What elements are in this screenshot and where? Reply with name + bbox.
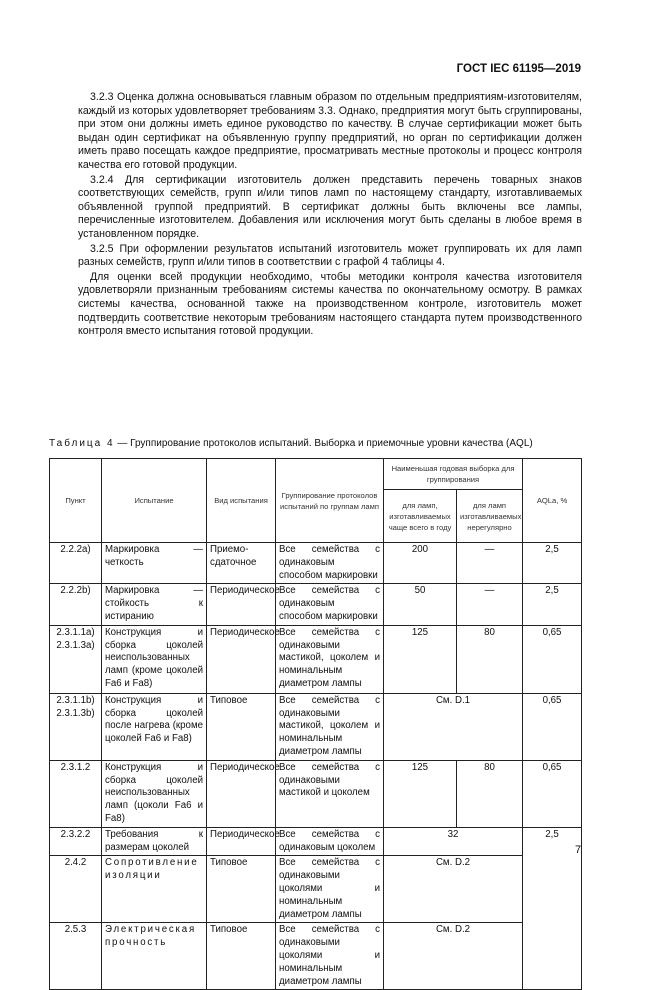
cell-aql: 2,5 (523, 584, 582, 625)
cell-aql: 2,5 (523, 543, 582, 584)
cell-type: Периодическое (207, 760, 276, 827)
cell-clause: 2.2.2a) (50, 543, 102, 584)
cell-clause: 2.3.2.2 (50, 827, 102, 856)
standard-code: ГОСТ IEC 61195—2019 (456, 63, 581, 75)
col-test-type: Вид испытания (207, 459, 276, 543)
cell-test: Конструкция и сборка цоколей после нагрева (кроме цоколей Fa6 и Fa8) (102, 693, 207, 760)
cell-type: Типовое (207, 923, 276, 990)
aql-table (49, 458, 582, 990)
cell-grouping: Все семейства с одинаковым способом маркировки (276, 584, 384, 625)
table-row (50, 760, 582, 827)
table-row (50, 923, 582, 990)
col-grouping: Группирование протоколов испытаний по группам ламп (276, 459, 384, 543)
cell-test: Маркировка — четкость (102, 543, 207, 584)
cell-freq: 125 (384, 625, 457, 693)
cell-type: Приемо-сдаточное (207, 543, 276, 584)
cell-clause: 2.5.3 (50, 923, 102, 990)
body-text (78, 91, 582, 340)
cell-grouping: Все семейства с одинаковыми мастикой, цоколем и номинальным диаметром лампы (276, 693, 384, 760)
cell-freq: 125 (384, 760, 457, 827)
cell-clause: 2.4.2 (50, 856, 102, 923)
paragraph: Для оценки всей продукции необходимо, чтобы методики контроля качества изготовителя удовлетворяли признанным требованиям системы качества по окончательному осмотру. В рамках системы качества, основанной также на производственном контроле, изготовитель может подтвердить соответствие некоторым требованиям настоящего стандарта путем производственного контроля вместо испытания готовой продукции. (78, 270, 582, 338)
cell-test: Конструкция и сборка цоколей неиспользованных ламп (кроме цоколей Fa6 и Fa8) (102, 625, 207, 693)
cell-aql: 0,65 (523, 693, 582, 760)
cell-merged-sample: См. D.1 (384, 693, 523, 760)
cell-clause: 2.3.1.1b) 2.3.1.3b) (50, 693, 102, 760)
cell-aql: 0,65 (523, 760, 582, 827)
cell-rare: — (457, 543, 523, 584)
table-caption-label: Таблица 4 (49, 438, 115, 449)
cell-rare: — (457, 584, 523, 625)
cell-clause: 2.3.1.1a) 2.3.1.3a) (50, 625, 102, 693)
cell-type: Периодическое (207, 827, 276, 856)
table-caption (49, 438, 533, 449)
cell-test: Сопротивление изоляции (102, 856, 207, 923)
col-lamps-frequent: для ламп, изготавливаемых чаще всего в году (384, 490, 457, 543)
page-number: 7 (575, 844, 582, 856)
cell-grouping: Все семейства с одинаковым цоколем (276, 827, 384, 856)
cell-test: Конструкция и сборка цоколей неиспользованных ламп (цоколи Fa6 и Fa8) (102, 760, 207, 827)
col-min-annual: Наименьшая годовая выборка для группирования (384, 459, 523, 490)
table-row (50, 625, 582, 693)
cell-grouping: Все семейства с одинаковыми мастикой, цоколем и номинальным диаметром лампы (276, 625, 384, 693)
cell-aql: 0,65 (523, 625, 582, 693)
cell-test: Электрическая прочность (102, 923, 207, 990)
cell-grouping: Все семейства с одинаковыми мастикой и цоколем (276, 760, 384, 827)
paragraph: 3.2.5 При оформлении результатов испытаний изготовитель может группировать их для ламп разных семейств, групп и/или типов в соответствии с графой 4 таблицы 4. (78, 242, 582, 269)
table-header-row (50, 459, 582, 490)
cell-test: Маркировка — стойкость к истиранию (102, 584, 207, 625)
cell-test: Требования к размерам цоколей (102, 827, 207, 856)
cell-freq: 200 (384, 543, 457, 584)
table-caption-text: — Группирование протоколов испытаний. Выборка и приемочные уровни качества (AQL) (114, 438, 533, 449)
cell-grouping: Все семейства с одинаковыми цоколями и номинальным диаметром лампы (276, 923, 384, 990)
cell-rare: 80 (457, 760, 523, 827)
cell-type: Типовое (207, 856, 276, 923)
table-row (50, 693, 582, 760)
col-lamps-irregular: для ламп изготавливаемых нерегулярно (457, 490, 523, 543)
cell-grouping: Все семейства с одинаковыми цоколями и номинальным диаметром лампы (276, 856, 384, 923)
table-row (50, 856, 582, 923)
table-row (50, 584, 582, 625)
cell-grouping: Все семейства с одинаковым способом маркировки (276, 543, 384, 584)
col-aql: AQLa, % (523, 459, 582, 543)
cell-type: Периодическое (207, 625, 276, 693)
paragraph: 3.2.3 Оценка должна основываться главным образом по отдельным предприятиям-изготовителям, каждый из которых удовлетворяет требованиям 3.3. Однако, предприятия могут быть сгруппированы, при этом они должны иметь единое руководство по качеству. В случае сертификации может быть выдан один сертификат на объявленную группу предприятий, но орган по сертификации должен иметь право посещать каждое предприятие, просматривать местные протоколы и процесс контроля качества его готовой продукции. (78, 91, 582, 171)
table-row (50, 543, 582, 584)
cell-shared-aql: 2,5 (523, 827, 582, 990)
cell-merged-sample: См. D.2 (384, 923, 523, 990)
cell-freq: 50 (384, 584, 457, 625)
table-row (50, 827, 582, 856)
cell-clause: 2.2.2b) (50, 584, 102, 625)
cell-merged-sample: См. D.2 (384, 856, 523, 923)
cell-clause: 2.3.1.2 (50, 760, 102, 827)
cell-merged-sample: 32 (384, 827, 523, 856)
cell-rare: 80 (457, 625, 523, 693)
paragraph: 3.2.4 Для сертификации изготовитель должен представить перечень товарных знаков соответствующих семейств, групп и/или типов ламп по настоящему стандарту, изготавливаемых объявленной группой предприятий. В сертификат должны быть включены все лампы, перечисленные изготовителем. Добавления или исключения могут быть сделаны в любое время в установленном порядке. (78, 173, 582, 240)
cell-type: Периодическое (207, 584, 276, 625)
col-test: Испытание (102, 459, 207, 543)
col-clause: Пункт (50, 459, 102, 543)
cell-type: Типовое (207, 693, 276, 760)
